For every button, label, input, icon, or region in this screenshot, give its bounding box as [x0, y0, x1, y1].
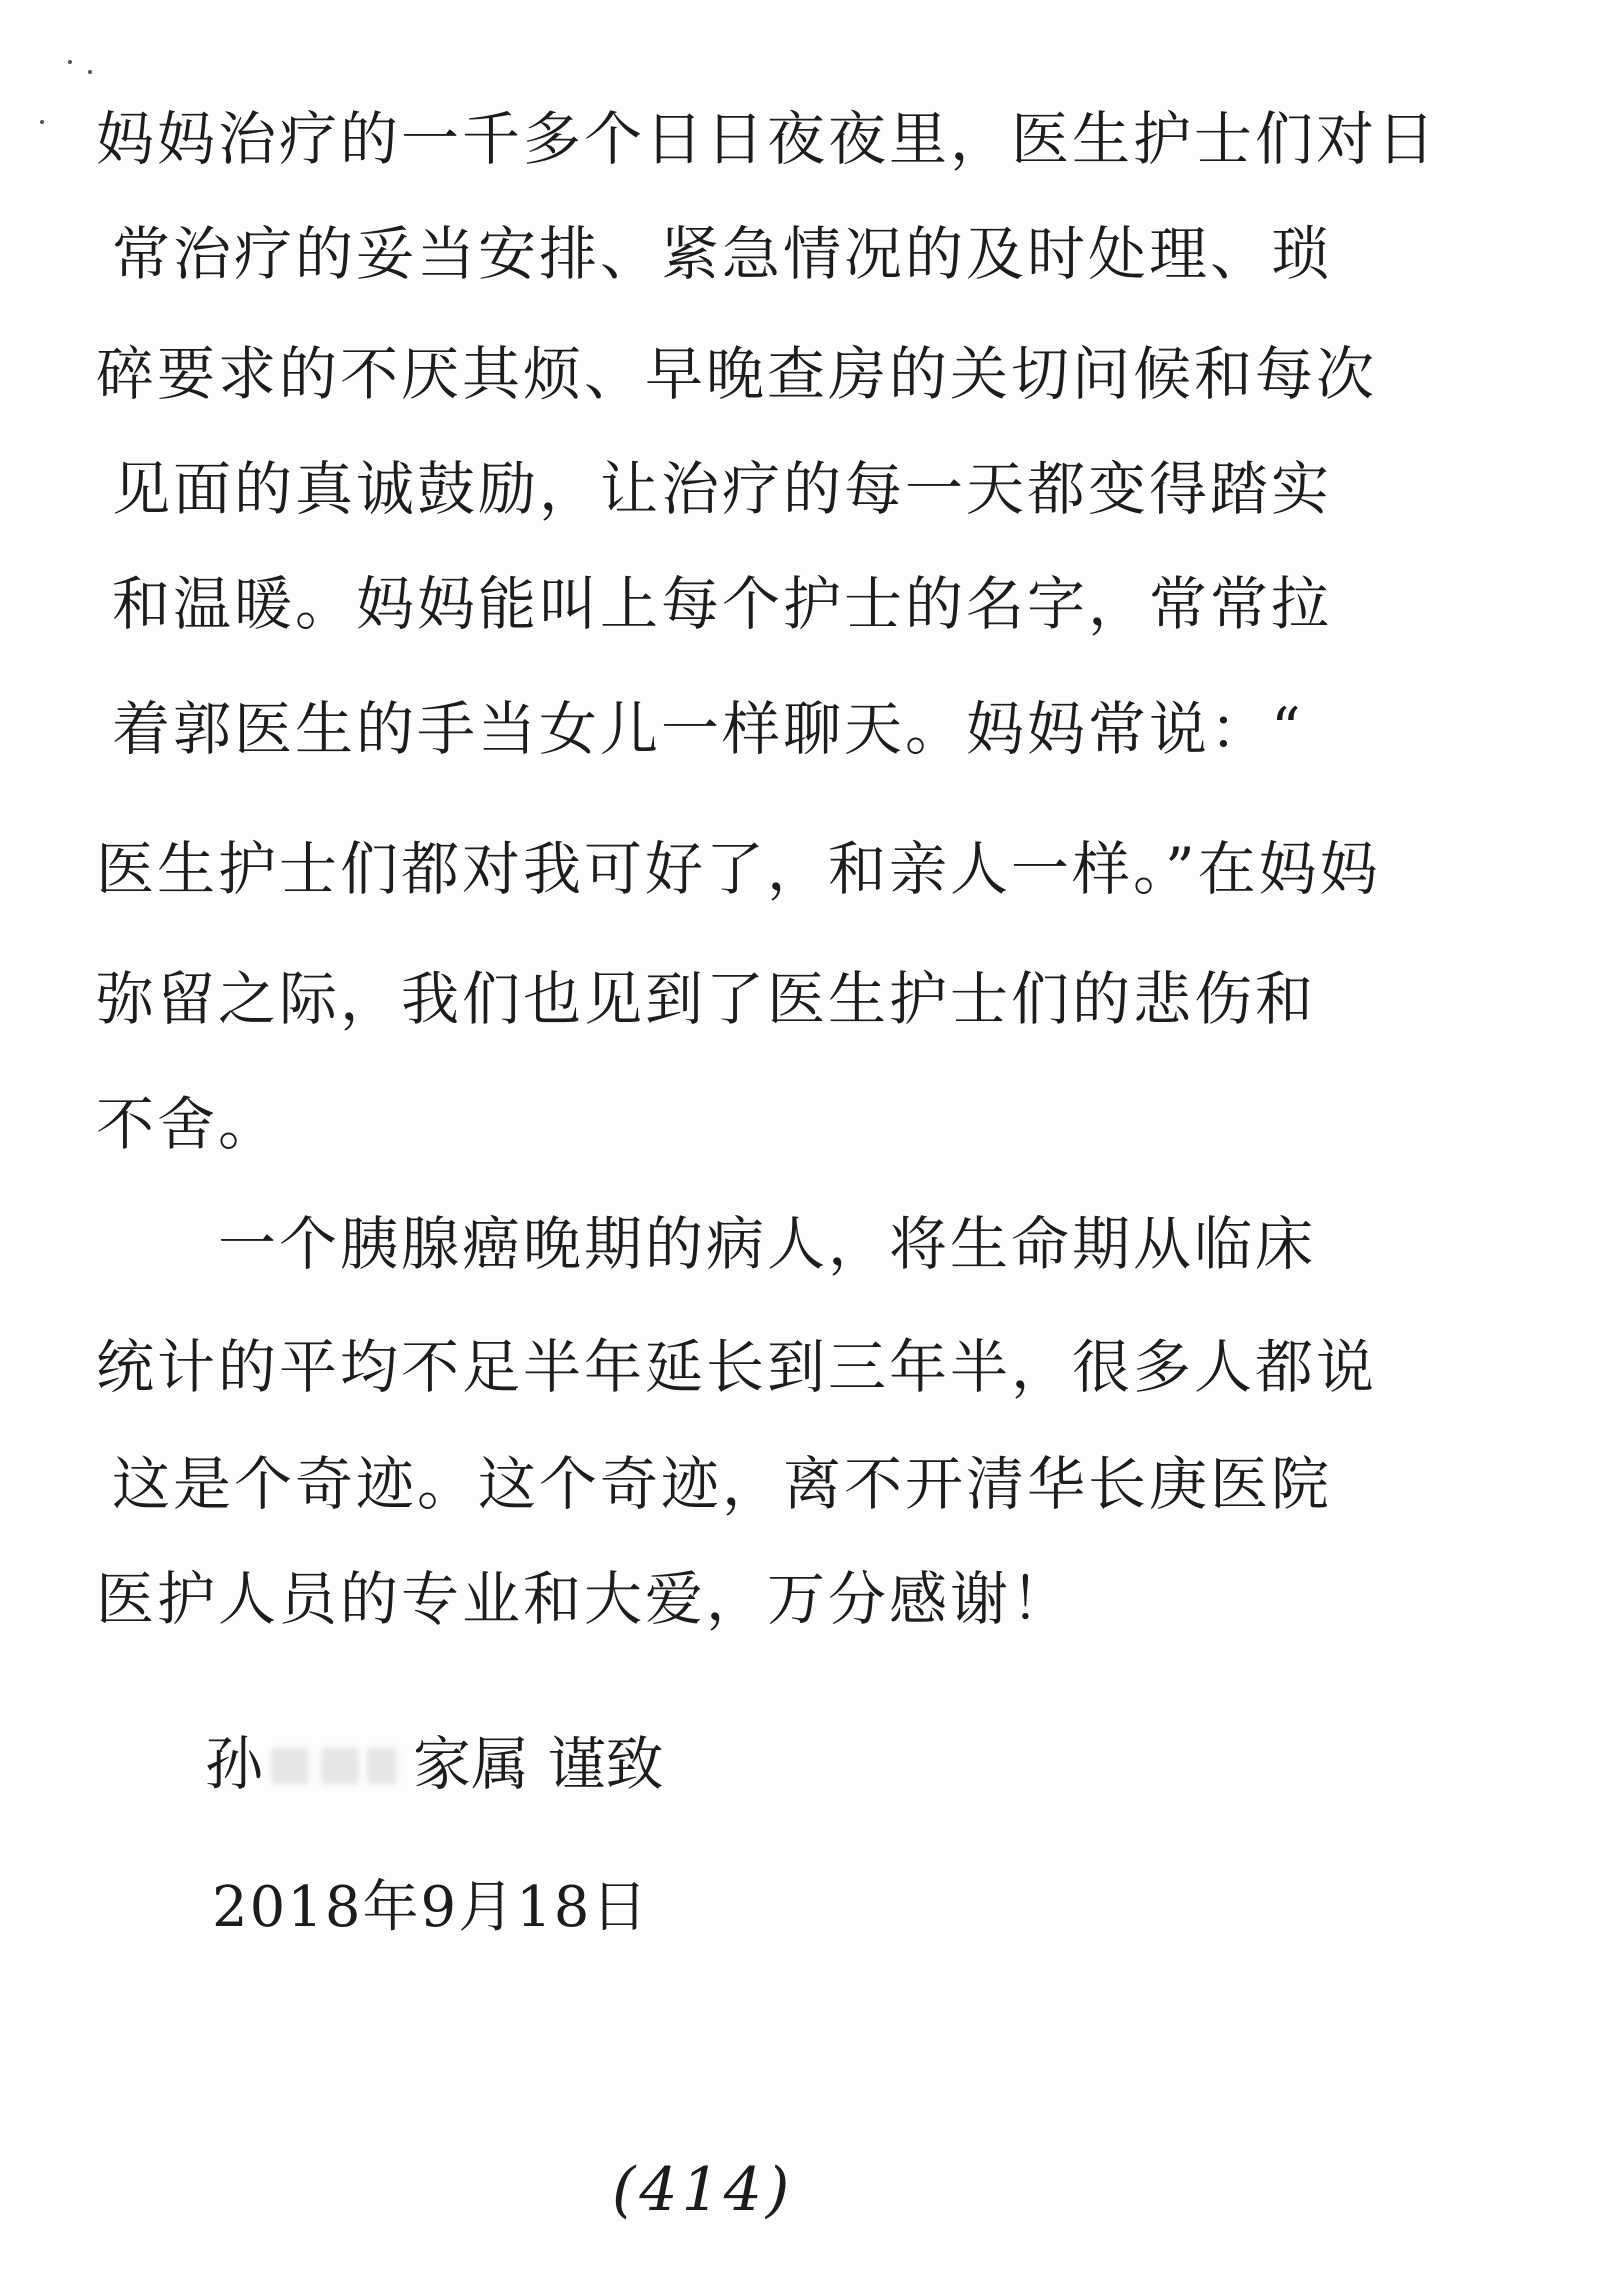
signature-surname: 孙: [205, 1730, 264, 1798]
letter-line-1: 妈妈治疗的一千多个日日夜夜里，医生护士们对日: [96, 105, 1439, 173]
letter-line-9: 不舍。: [96, 1090, 280, 1158]
letter-line-3: 碎要求的不厌其烦、早晚查房的关切问候和每次: [96, 340, 1378, 408]
letter-line-2: 常治疗的妥当安排、紧急情况的及时处理、琐: [112, 220, 1333, 288]
letter-line-8: 弥留之际，我们也见到了医生护士们的悲伤和: [96, 965, 1317, 1033]
letter-line-12: 这是个奇迹。这个奇迹，离不开清华长庚医院: [112, 1450, 1333, 1518]
letter-line-5: 和温暖。妈妈能叫上每个护士的名字，常常拉: [112, 570, 1333, 638]
letter-date: 2018年9月18日: [212, 1875, 650, 1940]
letter-line-10: 一个胰腺癌晚期的病人，将生命期从临床: [218, 1210, 1317, 1278]
page-number: (414): [612, 2155, 794, 2225]
redacted-name-blur: [263, 1738, 413, 1790]
signature-line: [205, 1730, 664, 1798]
letter-line-4: 见面的真诚鼓励，让治疗的每一天都变得踏实: [112, 455, 1333, 523]
letter-line-7: 医生护士们都对我可好了，和亲人一样。”在妈妈: [96, 835, 1381, 903]
letter-line-13: 医护人员的专业和大爱，万分感谢！: [96, 1565, 1073, 1633]
letter-line-6: 着郭医生的手当女儿一样聊天。妈妈常说：“: [112, 695, 1304, 763]
signature-relation: 家属 谨致: [413, 1730, 664, 1798]
letter-line-11: 统计的平均不足半年延长到三年半，很多人都说: [96, 1333, 1378, 1401]
